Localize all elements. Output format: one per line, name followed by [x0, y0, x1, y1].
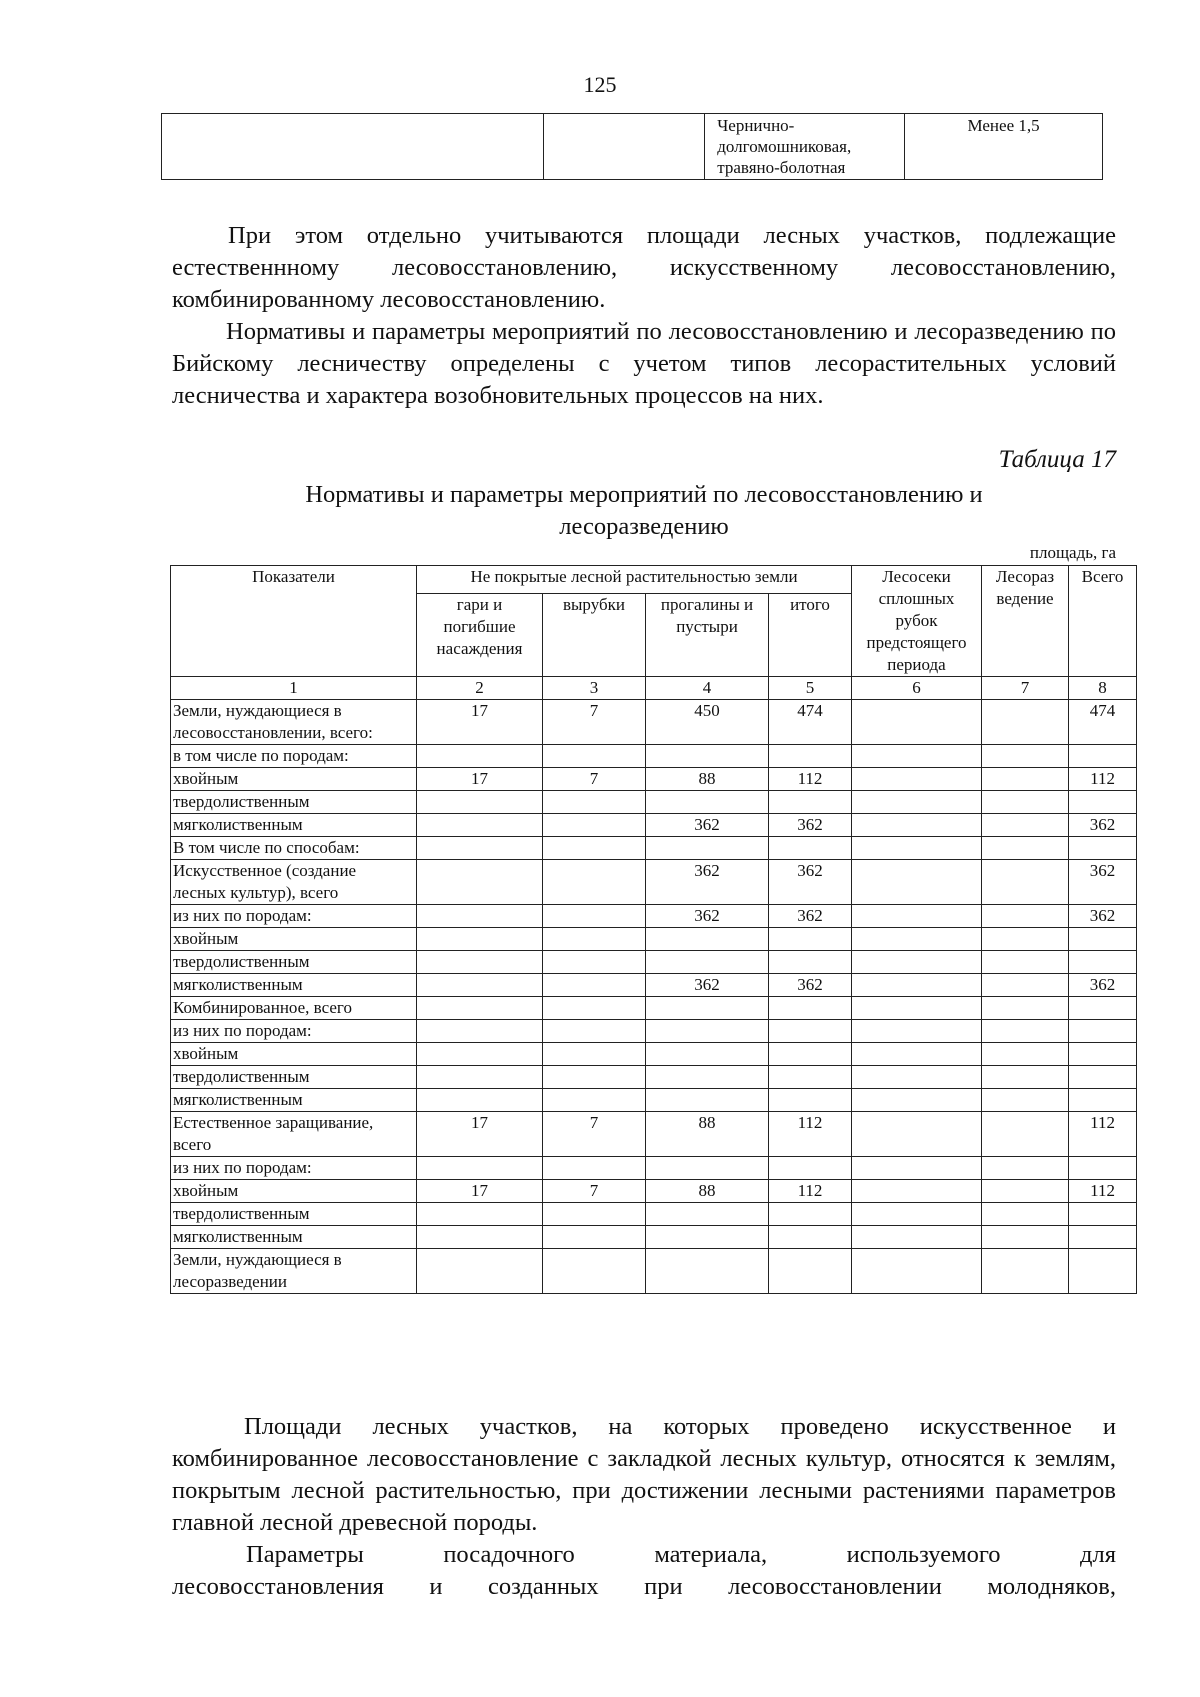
reforestation-table: [170, 565, 1137, 1294]
value-cell: 88: [646, 768, 769, 791]
table-row: [171, 1203, 1137, 1226]
value-cell: [1069, 1157, 1137, 1180]
row-label: [171, 1157, 417, 1180]
value-cell: [769, 837, 852, 860]
row-label-line: хвойным: [173, 769, 239, 788]
fragment-text-line: Чернично-: [717, 116, 795, 135]
value-cell: [417, 1043, 543, 1066]
value-cell: [982, 1249, 1069, 1294]
value-cell: 112: [1069, 1180, 1137, 1203]
fragment-cell-2: [544, 114, 705, 180]
value-cell: [543, 745, 646, 768]
value-cell: [417, 1089, 543, 1112]
value-cell: [769, 951, 852, 974]
table-row: [171, 1089, 1137, 1112]
header-line: предстоящего: [866, 633, 967, 652]
value-cell: [417, 928, 543, 951]
row-label: [171, 1043, 417, 1066]
value-cell: [646, 791, 769, 814]
row-label-line: Земли, нуждающиеся в: [173, 701, 342, 720]
fragment-cell-3: [705, 114, 905, 180]
row-label: [171, 905, 417, 928]
value-cell: 88: [646, 1112, 769, 1157]
value-cell: [769, 1203, 852, 1226]
value-cell: [852, 974, 982, 997]
value-cell: [769, 997, 852, 1020]
value-cell: [982, 860, 1069, 905]
row-label: [171, 1180, 417, 1203]
index-cell: 5: [769, 677, 852, 700]
value-cell: [646, 1089, 769, 1112]
row-label-line: лесных культур), всего: [173, 883, 339, 902]
value-cell: [417, 1157, 543, 1180]
index-cell: 8: [1069, 677, 1137, 700]
value-cell: 362: [646, 814, 769, 837]
value-cell: [417, 905, 543, 928]
value-cell: 362: [646, 860, 769, 905]
table-row: [171, 905, 1137, 928]
value-cell: [543, 791, 646, 814]
table-row: [171, 1180, 1137, 1203]
header-line: гари и: [456, 595, 503, 615]
value-cell: [543, 974, 646, 997]
value-cell: 362: [1069, 905, 1137, 928]
row-label-line: твердолиственным: [173, 1204, 310, 1223]
value-cell: [543, 1226, 646, 1249]
value-cell: [982, 928, 1069, 951]
fragment-text-line: долгомошниковая,: [717, 137, 852, 156]
fragment-text-line: травяно-болотная: [717, 158, 846, 177]
value-cell: [646, 928, 769, 951]
table-title-line: лесоразведению: [559, 513, 729, 540]
value-cell: 362: [769, 974, 852, 997]
header-clearcut: [852, 566, 982, 677]
value-cell: [1069, 1066, 1137, 1089]
value-cell: 362: [769, 905, 852, 928]
header-afforestation: [982, 566, 1069, 677]
row-label-line: из них по породам:: [173, 1158, 312, 1177]
row-label-line: твердолиственным: [173, 792, 310, 811]
value-cell: [852, 745, 982, 768]
value-cell: [982, 768, 1069, 791]
paragraph-4-line-2: лесовосстановления и созданных при лесовосстановлении молодняков,: [172, 1573, 1116, 1600]
row-label-line: Комбинированное, всего: [173, 998, 352, 1017]
table-row: [171, 768, 1137, 791]
value-cell: [1069, 1089, 1137, 1112]
value-cell: [543, 1203, 646, 1226]
value-cell: [852, 814, 982, 837]
row-label-line: Естественное заращивание,: [173, 1113, 374, 1132]
value-cell: [417, 860, 543, 905]
value-cell: [646, 837, 769, 860]
value-cell: [852, 928, 982, 951]
value-cell: [852, 791, 982, 814]
value-cell: [1069, 1226, 1137, 1249]
index-cell: 3: [543, 677, 646, 700]
table-row: [171, 1249, 1137, 1294]
row-label-line: из них по породам:: [173, 906, 312, 925]
value-cell: 88: [646, 1180, 769, 1203]
value-cell: [417, 951, 543, 974]
fragment-value: Менее 1,5: [967, 116, 1040, 135]
table-label: Таблица 17: [998, 446, 1116, 473]
unit-label: площадь, га: [1029, 543, 1116, 562]
row-label-line: Искусственное (создание: [173, 861, 357, 880]
value-cell: [852, 1043, 982, 1066]
row-label-line: твердолиственным: [173, 952, 310, 971]
header-line: насаждения: [436, 639, 523, 659]
value-cell: 450: [646, 700, 769, 745]
paragraph-4-line-1: Параметры посадочного материала, используемого для: [246, 1541, 1116, 1568]
value-cell: 362: [769, 814, 852, 837]
row-label-line: лесоразведении: [173, 1272, 287, 1291]
value-cell: [1069, 928, 1137, 951]
value-cell: 362: [1069, 860, 1137, 905]
value-cell: [417, 1249, 543, 1294]
value-cell: 7: [543, 700, 646, 745]
value-cell: 7: [543, 1180, 646, 1203]
row-label: [171, 1203, 417, 1226]
value-cell: [769, 1089, 852, 1112]
value-cell: [417, 745, 543, 768]
index-cell: 2: [417, 677, 543, 700]
value-cell: [982, 1020, 1069, 1043]
value-cell: [982, 791, 1069, 814]
header-row-1: [171, 566, 1137, 594]
index-cell: 1: [171, 677, 417, 700]
value-cell: [417, 791, 543, 814]
value-cell: [646, 1203, 769, 1226]
value-cell: [852, 951, 982, 974]
value-cell: [982, 1089, 1069, 1112]
row-label-line: хвойным: [173, 929, 239, 948]
fragment-cell-1: [162, 114, 544, 180]
table-row: [171, 1066, 1137, 1089]
value-cell: [646, 1249, 769, 1294]
row-label: [171, 928, 417, 951]
value-cell: [852, 700, 982, 745]
value-cell: 112: [769, 768, 852, 791]
value-cell: [982, 951, 1069, 974]
row-label: [171, 1066, 417, 1089]
value-cell: [543, 1043, 646, 1066]
value-cell: [543, 1066, 646, 1089]
value-cell: [1069, 1043, 1137, 1066]
value-cell: [982, 814, 1069, 837]
value-cell: [852, 1249, 982, 1294]
value-cell: [543, 814, 646, 837]
value-cell: 17: [417, 768, 543, 791]
table-row: [171, 700, 1137, 745]
value-cell: [982, 745, 1069, 768]
table-row: [171, 860, 1137, 905]
fragment-table: [161, 113, 1103, 180]
value-cell: 362: [1069, 814, 1137, 837]
value-cell: [1069, 837, 1137, 860]
value-cell: [417, 814, 543, 837]
value-cell: [1069, 997, 1137, 1020]
table-row: [171, 928, 1137, 951]
value-cell: [646, 997, 769, 1020]
table-row: [171, 791, 1137, 814]
row-label-line: мягколиственным: [173, 815, 303, 834]
value-cell: [982, 974, 1069, 997]
table-title: [172, 479, 1116, 543]
value-cell: [852, 1203, 982, 1226]
value-cell: [769, 1226, 852, 1249]
value-cell: [982, 1226, 1069, 1249]
table-row: [171, 1020, 1137, 1043]
index-cell: 6: [852, 677, 982, 700]
header-uncovered: Не покрытые лесной растительностью земли: [417, 566, 852, 594]
index-row: [171, 677, 1137, 700]
value-cell: 362: [646, 974, 769, 997]
value-cell: [852, 837, 982, 860]
value-cell: [543, 928, 646, 951]
value-cell: [852, 905, 982, 928]
value-cell: [769, 1043, 852, 1066]
value-cell: [982, 837, 1069, 860]
table-body: [171, 677, 1137, 1294]
value-cell: [417, 974, 543, 997]
header-line: ведение: [996, 589, 1054, 608]
value-cell: [543, 860, 646, 905]
header-burned: [417, 594, 543, 677]
table-row: [171, 814, 1137, 837]
header-total: Всего: [1069, 566, 1137, 677]
value-cell: [543, 951, 646, 974]
value-cell: [1069, 1203, 1137, 1226]
value-cell: [852, 1112, 982, 1157]
value-cell: [1069, 745, 1137, 768]
value-cell: [646, 1066, 769, 1089]
value-cell: [769, 745, 852, 768]
value-cell: [852, 1066, 982, 1089]
value-cell: [982, 1180, 1069, 1203]
value-cell: [982, 997, 1069, 1020]
value-cell: [543, 1020, 646, 1043]
header-subtotal: итого: [769, 594, 852, 677]
value-cell: [1069, 1020, 1137, 1043]
value-cell: [417, 1226, 543, 1249]
row-label: [171, 997, 417, 1020]
value-cell: [982, 1112, 1069, 1157]
value-cell: [646, 1157, 769, 1180]
row-label-line: всего: [173, 1135, 212, 1154]
value-cell: [646, 1226, 769, 1249]
value-cell: [769, 928, 852, 951]
value-cell: [852, 860, 982, 905]
row-label-line: в том числе по породам:: [173, 746, 349, 765]
row-label: [171, 791, 417, 814]
row-label: [171, 860, 417, 905]
value-cell: [852, 1020, 982, 1043]
page-number: 125: [583, 72, 617, 97]
value-cell: 474: [769, 700, 852, 745]
header-line: Лесосеки: [882, 567, 951, 586]
row-label: [171, 974, 417, 997]
row-label-line: мягколиственным: [173, 975, 303, 994]
row-label: [171, 700, 417, 745]
value-cell: 17: [417, 700, 543, 745]
value-cell: 7: [543, 1112, 646, 1157]
value-cell: [982, 905, 1069, 928]
row-label-line: твердолиственным: [173, 1067, 310, 1086]
row-label: [171, 1112, 417, 1157]
table-title-line: Нормативы и параметры мероприятий по лесовосстановлению и: [305, 481, 983, 508]
value-cell: [1069, 951, 1137, 974]
row-label-line: мягколиственным: [173, 1090, 303, 1109]
row-label: [171, 768, 417, 791]
row-label: [171, 814, 417, 837]
value-cell: [852, 768, 982, 791]
table-row: [171, 997, 1137, 1020]
value-cell: [543, 1089, 646, 1112]
row-label: [171, 1249, 417, 1294]
value-cell: [1069, 791, 1137, 814]
row-label-line: хвойным: [173, 1181, 239, 1200]
value-cell: 17: [417, 1180, 543, 1203]
row-label: [171, 1226, 417, 1249]
row-label: [171, 1089, 417, 1112]
value-cell: [852, 1180, 982, 1203]
value-cell: [982, 1157, 1069, 1180]
value-cell: [769, 1157, 852, 1180]
value-cell: [543, 997, 646, 1020]
value-cell: [417, 1020, 543, 1043]
row-label: [171, 837, 417, 860]
paragraph-3: Площади лесных участков, на которых проведено искусственное и комбинированное лесовосстановление с закладкой лесных культур, относятся к землям, покрытым лесной растительностью, при достижении лесными растениями параметров главной лесной древесной породы.: [172, 1413, 1116, 1536]
fragment-table-row: [162, 114, 1103, 180]
value-cell: [543, 1249, 646, 1294]
value-cell: 112: [1069, 768, 1137, 791]
value-cell: 474: [1069, 700, 1137, 745]
header-line: сплошных: [878, 589, 955, 608]
table-row: [171, 951, 1137, 974]
value-cell: 7: [543, 768, 646, 791]
value-cell: [852, 1089, 982, 1112]
row-label-line: мягколиственным: [173, 1227, 303, 1246]
value-cell: [852, 997, 982, 1020]
value-cell: [852, 1157, 982, 1180]
value-cell: [417, 1203, 543, 1226]
header-cuttings: вырубки: [543, 594, 646, 677]
table-row: [171, 1112, 1137, 1157]
row-label: [171, 951, 417, 974]
table-row: [171, 1226, 1137, 1249]
row-label-line: хвойным: [173, 1044, 239, 1063]
value-cell: 362: [646, 905, 769, 928]
header-line: прогалины и: [660, 595, 754, 615]
value-cell: 362: [769, 860, 852, 905]
value-cell: [769, 1249, 852, 1294]
value-cell: [543, 1157, 646, 1180]
header-line: рубок: [895, 611, 938, 630]
table-row: [171, 974, 1137, 997]
table-row: [171, 1157, 1137, 1180]
row-label-line: из них по породам:: [173, 1021, 312, 1040]
value-cell: [417, 1066, 543, 1089]
value-cell: 112: [769, 1180, 852, 1203]
value-cell: [982, 1043, 1069, 1066]
header-line: периода: [887, 655, 946, 674]
row-label: [171, 1020, 417, 1043]
index-cell: 4: [646, 677, 769, 700]
header-indicators: Показатели: [171, 566, 417, 677]
value-cell: [646, 951, 769, 974]
value-cell: [982, 700, 1069, 745]
value-cell: [982, 1203, 1069, 1226]
index-cell: 7: [982, 677, 1069, 700]
value-cell: 112: [769, 1112, 852, 1157]
value-cell: 112: [1069, 1112, 1137, 1157]
paragraph-1: При этом отдельно учитываются площади лесных участков, подлежащие естественнному лесовосстановлению, искусственному лесовосстановлению, комбинированному лесовосстановлению.: [172, 222, 1116, 313]
table-row: [171, 837, 1137, 860]
value-cell: [417, 837, 543, 860]
paragraph-2: Нормативы и параметры мероприятий по лесовосстановлению и лесоразведению по Бийскому лесничеству определены с учетом типов лесорастительных условий лесничества и характера возобновительных процессов на них.: [172, 318, 1116, 409]
header-line: Лесораз: [995, 567, 1055, 586]
value-cell: [1069, 1249, 1137, 1294]
row-label-line: В том числе по способам:: [173, 838, 360, 857]
value-cell: 17: [417, 1112, 543, 1157]
table-row: [171, 745, 1137, 768]
value-cell: [769, 791, 852, 814]
value-cell: [769, 1066, 852, 1089]
value-cell: [646, 745, 769, 768]
value-cell: [982, 1066, 1069, 1089]
value-cell: [543, 837, 646, 860]
value-cell: [543, 905, 646, 928]
value-cell: 362: [1069, 974, 1137, 997]
row-label-line: лесовосстановлении, всего:: [173, 723, 373, 742]
header-line: пустыри: [676, 617, 738, 637]
header-glades: [646, 594, 769, 677]
value-cell: [646, 1043, 769, 1066]
table-row: [171, 1043, 1137, 1066]
value-cell: [769, 1020, 852, 1043]
row-label: [171, 745, 417, 768]
value-cell: [646, 1020, 769, 1043]
fragment-cell-4: [905, 114, 1103, 180]
value-cell: [852, 1226, 982, 1249]
value-cell: [417, 997, 543, 1020]
header-line: погибшие: [443, 617, 516, 637]
row-label-line: Земли, нуждающиеся в: [173, 1250, 342, 1269]
